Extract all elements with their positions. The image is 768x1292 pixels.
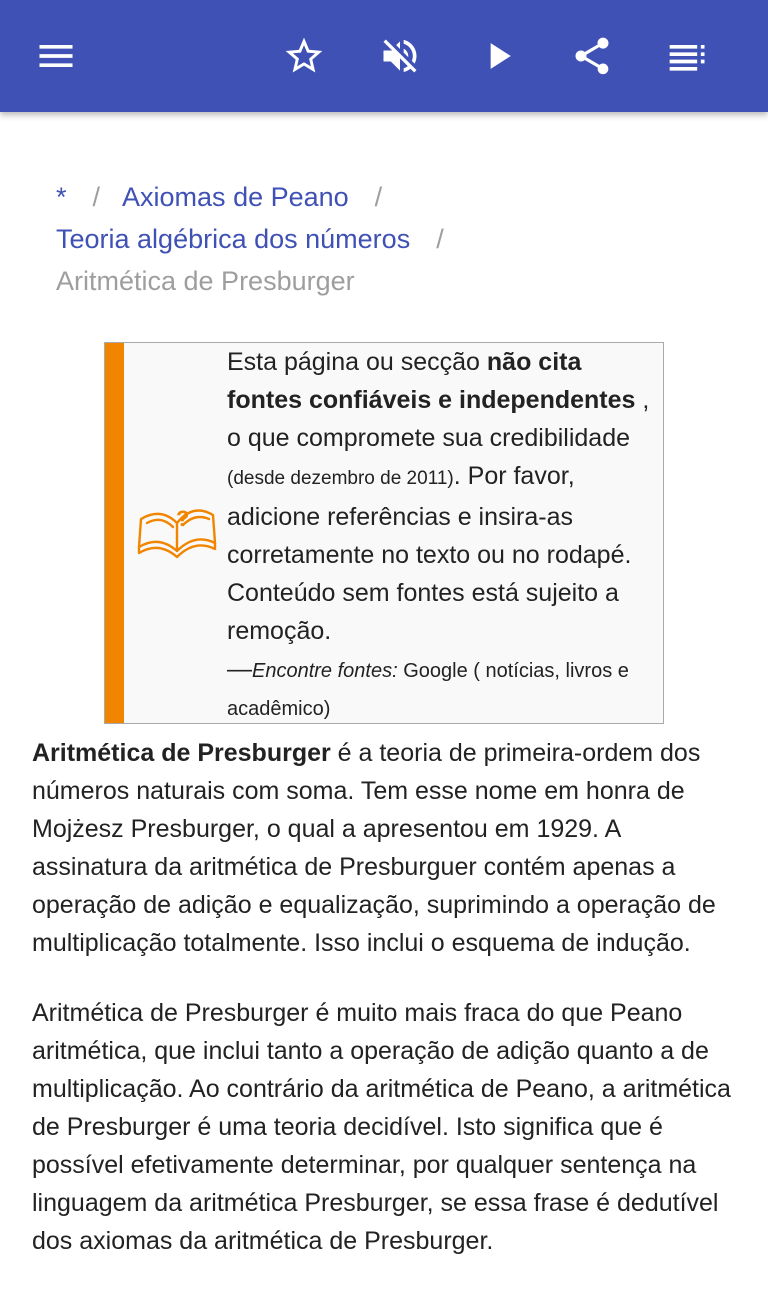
- notice-date: (desde dezembro de 2011): [227, 468, 454, 489]
- notice-accent-bar: [105, 343, 124, 723]
- notice-lead: Esta página ou secção: [227, 348, 487, 376]
- notice-sig-label: Encontre fontes:: [252, 660, 398, 682]
- app-toolbar: [0, 0, 768, 112]
- article-body: [32, 734, 742, 1292]
- share-icon[interactable]: [564, 28, 620, 84]
- notice-sig-links[interactable]: Google ( notícias, livros e acadêmico): [227, 660, 629, 720]
- notice-text-1: , o que compromete sua credibilidade: [227, 386, 650, 452]
- notice-find-sources: [227, 650, 657, 728]
- play-icon[interactable]: [470, 28, 526, 84]
- notice-bold: não cita fontes confiáveis e independentes: [227, 348, 636, 414]
- menu-icon[interactable]: [28, 28, 84, 84]
- paragraph-2: Aritmética de Presburger é muito mais fraca do que Peano aritmética, que inclui tanto a operação de adição quanto a de multiplicação. Ao contrário da aritmética de Peano, a aritmética de Presburger é uma teoria decidível. Isto significa que é possível efetivamente determinar, por qualquer sentença na linguagem da aritmética Presburger, se essa frase é dedutível dos axiomas da aritmética de Presburger.: [32, 999, 731, 1255]
- article-term: Aritmética de Presburger: [32, 739, 331, 767]
- volume-off-icon[interactable]: [372, 28, 428, 84]
- notice-dash: —: [227, 655, 252, 683]
- book-question-icon: [135, 493, 219, 561]
- breadcrumb-current: Aritmética de Presburger: [56, 266, 355, 296]
- svg-text:?: ?: [176, 506, 190, 531]
- breadcrumb-link-axiomas[interactable]: Axiomas de Peano: [122, 182, 349, 212]
- breadcrumb-link-teoria[interactable]: Teoria algébrica dos números: [56, 224, 411, 254]
- breadcrumb-separator: /: [92, 182, 101, 212]
- breadcrumb-separator: /: [374, 182, 383, 212]
- citation-notice-box: [104, 342, 664, 724]
- breadcrumb-home-link[interactable]: *: [56, 182, 67, 212]
- notice-text-2: . Por favor, adicione referências e insira-as corretamente no texto ou no rodapé. Conteúdo sem fontes está sujeito a remoção.: [227, 462, 632, 645]
- paragraph-1-text: é a teoria de primeira-ordem dos números naturais com soma. Tem esse nome em honra de Mojżesz Presburger, o qual a apresentou em 1929. A assinatura da aritmética de Presburguer contém apenas a operação de adição e equalização, suprimindo a operação de multiplicação totalmente. Isso inclui o esquema de indução.: [32, 739, 716, 957]
- breadcrumb: [56, 176, 736, 302]
- star-outline-icon[interactable]: [276, 28, 332, 84]
- paragraph-1: [32, 734, 742, 962]
- notice-text: [227, 343, 657, 728]
- playlist-icon[interactable]: [660, 28, 716, 84]
- breadcrumb-separator: /: [436, 224, 444, 254]
